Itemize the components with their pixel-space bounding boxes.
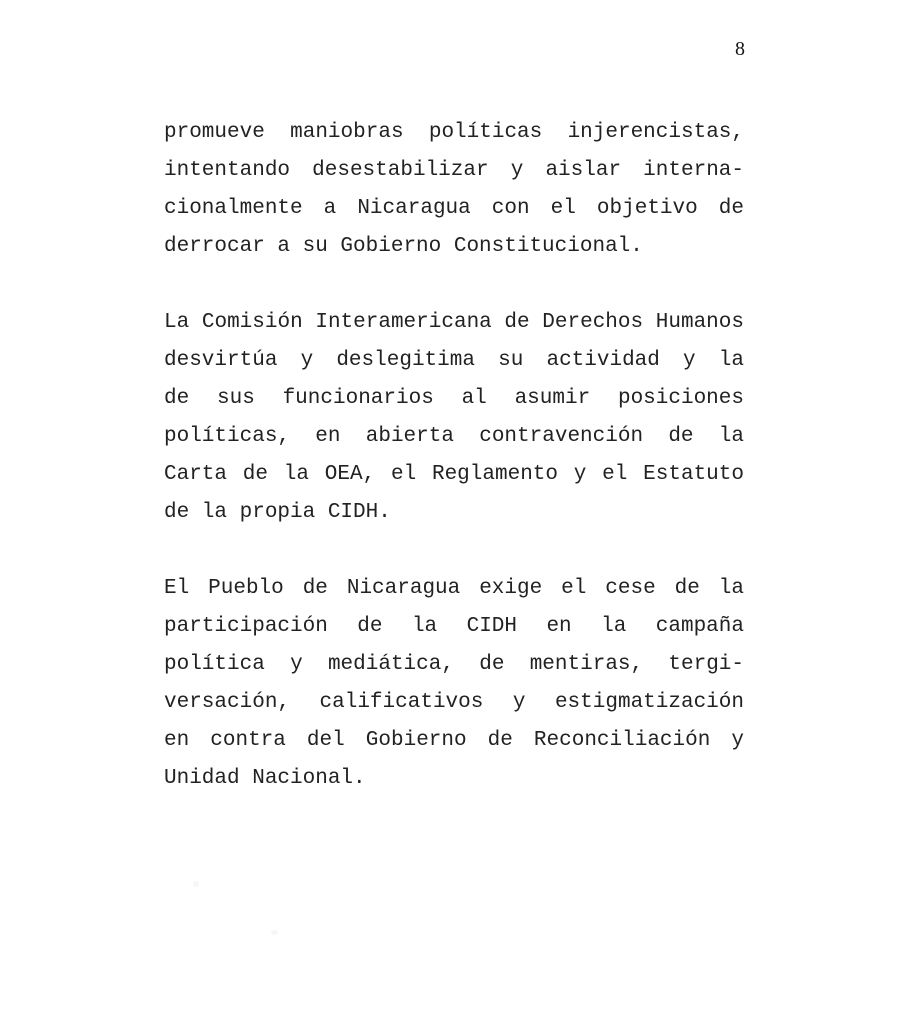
paragraph-2	[164, 304, 744, 532]
scan-artifact	[193, 881, 199, 887]
text-line: de sus funcionarios al asumir posiciones	[164, 387, 744, 410]
text-line: participación de la CIDH en la campaña	[164, 615, 744, 638]
text-line: en contra del Gobierno de Reconciliación y	[164, 729, 744, 752]
page-number: 8	[735, 38, 745, 60]
text-line: El Pueblo de Nicaragua exige el cese de la	[164, 577, 744, 600]
paragraph-1	[164, 114, 744, 266]
text-line: La Comisión Interamericana de Derechos Humanos	[164, 311, 744, 334]
text-line: política y mediática, de mentiras, tergi-	[164, 653, 744, 676]
text-line: de la propia CIDH.	[164, 501, 391, 524]
text-line: políticas, en abierta contravención de la	[164, 425, 744, 448]
text-line: cionalmente a Nicaragua con el objetivo de	[164, 197, 744, 220]
document-body	[164, 114, 744, 798]
text-line: Unidad Nacional.	[164, 767, 366, 790]
text-line: Carta de la OEA, el Reglamento y el Estatuto	[164, 463, 744, 486]
text-line: promueve maniobras políticas injerencistas,	[164, 121, 744, 144]
text-line: intentando desestabilizar y aislar interna-	[164, 159, 744, 182]
text-line: derrocar a su Gobierno Constitucional.	[164, 235, 643, 258]
text-line: versación, calificativos y estigmatización	[164, 691, 744, 714]
paragraph-3	[164, 570, 744, 798]
scan-artifact	[271, 930, 278, 935]
text-line: desvirtúa y deslegitima su actividad y la	[164, 349, 744, 372]
